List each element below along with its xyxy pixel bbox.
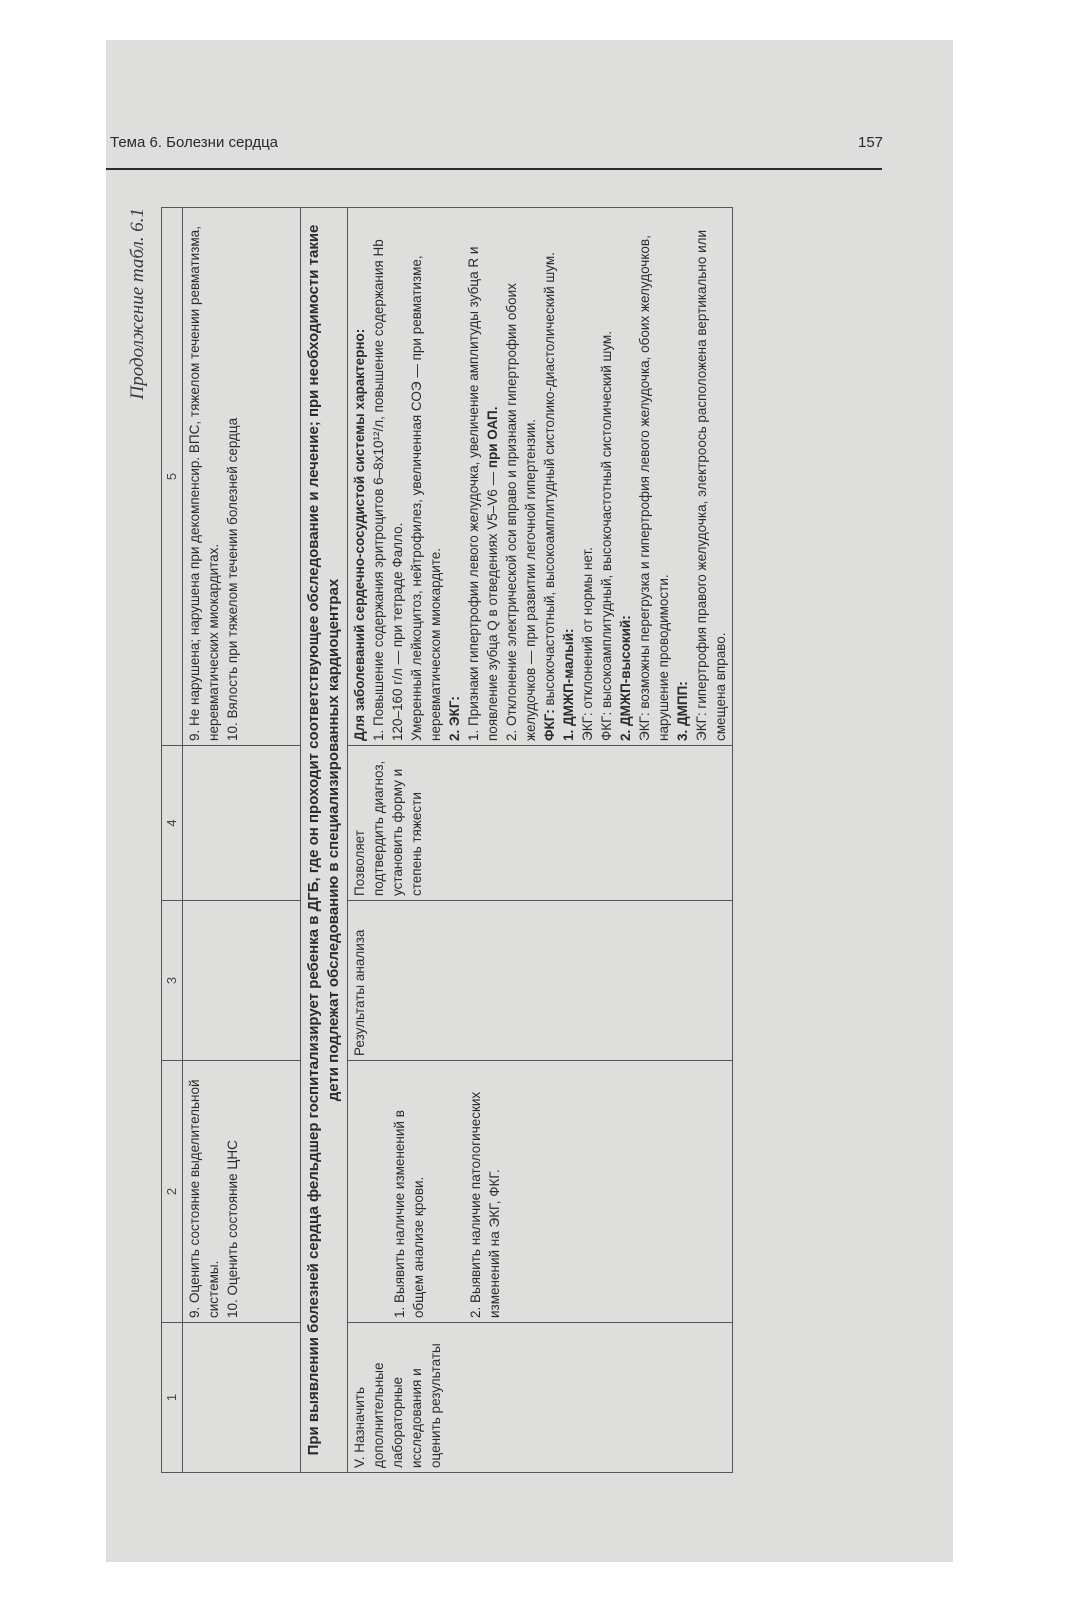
text-run: высокоамплитудный, высокочастотный систолический шум. bbox=[599, 331, 614, 712]
cell-heading: 3. ДМПП: bbox=[675, 681, 690, 741]
table-row bbox=[348, 208, 733, 1473]
cell-text: Умеренный лейкоцитоз, нейтрофилез, увеличенная СОЭ — при ревматизме, неревматическом миокардите. bbox=[409, 255, 443, 741]
cell-text: 2. Отклонение электрической оси вправо и признаки гипертрофии обоих желудочков — при развитии легочной гипертензии. bbox=[504, 283, 538, 741]
column-number: 5 bbox=[162, 208, 183, 746]
table-cell bbox=[348, 901, 733, 1061]
cell-text: V. Назначить дополнительные лабораторные исследования и оценить результаты bbox=[352, 1343, 443, 1468]
cell-heading: 2. ДМЖП-высокий: bbox=[618, 615, 633, 741]
column-number: 1 bbox=[162, 1323, 183, 1473]
cell-text: 10. Оценить состояние ЦНС bbox=[225, 1140, 240, 1318]
section-note: При выявлении болезней сердца фельдшер госпитализирует ребенка в ДГБ, где он проходит соответствующее обследование и лечение; при необходимости такие дети подлежат обследованию в специализированных кардиоцентрах bbox=[301, 208, 348, 1473]
cell-text: 1. Повышение содержания эритроцитов 6–8x10¹²/л, повышение содержания Hb 120–160 г/л — при тетраде Фалло. bbox=[371, 239, 405, 741]
cell-text bbox=[578, 212, 597, 741]
text-run: отклонений от нормы нет. bbox=[580, 547, 595, 713]
spacer bbox=[350, 1065, 390, 1318]
table-row bbox=[301, 208, 348, 1473]
table-cell bbox=[183, 208, 301, 746]
cell-text: 2. Выявить наличие патологических изменений на ЭКГ, ФКГ. bbox=[468, 1091, 502, 1318]
cell-text: 9. Не нарушена; нарушена при декомпенсир. ВПС, тяжелом течении ревматизма, неревматических миокардитах. bbox=[187, 226, 221, 741]
table-cell bbox=[348, 1061, 733, 1323]
table-cell bbox=[183, 1061, 301, 1323]
cell-text bbox=[692, 212, 730, 741]
cell-text bbox=[464, 212, 502, 741]
header-rule bbox=[106, 168, 882, 170]
rotated-table-block bbox=[127, 208, 857, 1473]
text-run: ЭКГ: bbox=[580, 712, 595, 741]
text-run: ФКГ: bbox=[599, 711, 614, 741]
column-number: 3 bbox=[162, 901, 183, 1061]
text-run-bold: ФКГ: bbox=[542, 709, 557, 741]
table-row bbox=[183, 208, 301, 1473]
table-cell bbox=[348, 746, 733, 901]
text-run: 1. Признаки гипертрофии левого желудочка, увеличение амплитуды зубца R и появление зубца Q в отведениях V5–V6 — bbox=[466, 246, 500, 741]
table-cell bbox=[348, 208, 733, 746]
table-caption: Продолжение табл. 6.1 bbox=[127, 208, 148, 400]
column-number-row bbox=[162, 208, 183, 1473]
cell-text: 10. Вялость при тяжелом течении болезней сердца bbox=[225, 417, 240, 741]
text-run: гипертрофия правого желудочка, электроось расположена вертикально или смещена вправо. bbox=[694, 229, 728, 741]
cell-text: Позволяет подтвердить диагноз, установить форму и степень тяжести bbox=[352, 760, 424, 896]
cell-text bbox=[597, 212, 616, 741]
table-cell bbox=[348, 1323, 733, 1473]
table-cell bbox=[183, 1323, 301, 1473]
cell-heading: 1. ДМЖП-малый: bbox=[561, 628, 576, 741]
cell-text: Результаты анализа bbox=[352, 929, 367, 1056]
text-run: возможны перегрузка и гипертрофия левого желудочка, обоих желудочков, нарушение проводимости. bbox=[637, 235, 671, 741]
cell-text: 9. Оценить состояние выделительной системы. bbox=[187, 1079, 221, 1318]
cell-text bbox=[635, 212, 673, 741]
cell-text bbox=[540, 212, 559, 741]
running-header-title: Тема 6. Болезни сердца bbox=[110, 134, 279, 151]
column-number: 4 bbox=[162, 746, 183, 901]
spacer bbox=[428, 1065, 466, 1318]
text-run: ЭКГ: bbox=[637, 712, 652, 741]
table-cell bbox=[183, 901, 301, 1061]
cell-heading: Для заболеваний сердечно-сосудистой системы характерно: bbox=[352, 328, 367, 741]
cell-heading: 2. ЭКГ: bbox=[447, 696, 462, 741]
text-run: ЭКГ: bbox=[694, 712, 709, 741]
table bbox=[161, 207, 733, 1473]
cell-text: 1. Выявить наличие изменений в общем анализе крови. bbox=[392, 1110, 426, 1318]
table-cell bbox=[183, 746, 301, 901]
text-run-bold: при ОАП. bbox=[485, 406, 500, 469]
column-number: 2 bbox=[162, 1061, 183, 1323]
page-number: 157 bbox=[858, 134, 884, 151]
text-run: высокочастотный, высокоамплитудный систолико-диастолический шум. bbox=[542, 252, 557, 710]
